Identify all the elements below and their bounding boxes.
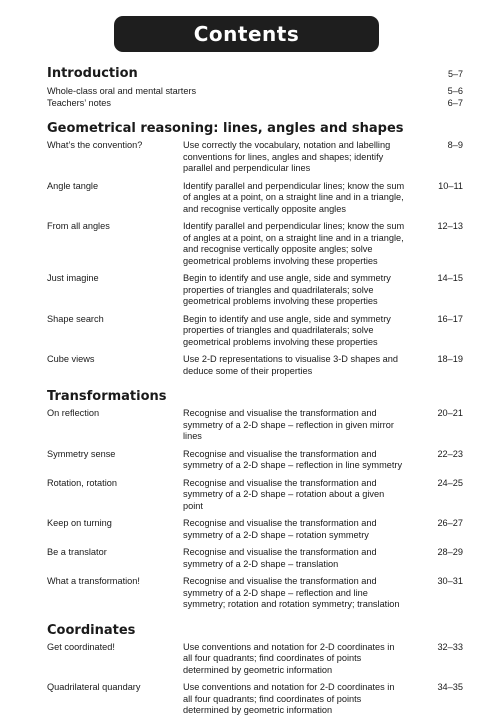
contents-row[interactable] xyxy=(47,221,463,267)
section-heading: Transformations xyxy=(47,389,167,404)
row-pages: 16–17 xyxy=(437,313,463,324)
contents-row[interactable] xyxy=(47,273,463,308)
contents-banner xyxy=(114,16,379,52)
contents-row[interactable] xyxy=(47,642,463,677)
contents-list xyxy=(47,64,463,717)
contents-section xyxy=(47,621,463,717)
row-title: Whole-class oral and mental starters xyxy=(47,86,197,96)
row-pages: 26–27 xyxy=(437,518,463,528)
row-description: Recognise and visualise the transformation and symmetry of a 2-D shape – translation xyxy=(183,547,377,569)
row-pages: 8–9 xyxy=(447,140,463,150)
row-description: Begin to identify and use angle, side and symmetry properties of triangles and quadrilaterals; solve geometrical problems involving these properties xyxy=(183,313,391,347)
contents-row[interactable] xyxy=(47,518,463,541)
row-pages: 14–15 xyxy=(437,273,463,283)
row-title: Shape search xyxy=(47,313,104,324)
row-description: Recognise and visualise the transformation and symmetry of a 2-D shape – reflection in given mirror lines xyxy=(183,408,394,441)
row-pages: 20–21 xyxy=(437,408,463,418)
row-title: On reflection xyxy=(47,408,100,418)
row-description: Identify parallel and perpendicular lines; know the sum of angles at a point, on a straight line and in a triangle, and recognise vertically opposite angles xyxy=(183,180,405,214)
contents-row[interactable] xyxy=(47,98,463,110)
row-title: Symmetry sense xyxy=(47,448,116,459)
row-title: Teachers’ notes xyxy=(47,97,112,108)
contents-row[interactable] xyxy=(47,86,463,98)
row-pages: 12–13 xyxy=(437,221,463,231)
row-description: Recognise and visualise the transformation and symmetry of a 2-D shape – reflection in line symmetry xyxy=(183,448,403,470)
contents-row[interactable] xyxy=(47,547,463,570)
row-title: Get coordinated! xyxy=(47,641,115,652)
row-description: Use conventions and notation for 2-D coordinates in all four quadrants; find coordinates of points determined by geometric information xyxy=(183,682,395,715)
row-description: Use conventions and notation for 2-D coordinates in all four quadrants; find coordinates of points determined by geometric information xyxy=(183,641,395,675)
contents-section xyxy=(47,64,463,109)
row-title: Quadrilateral quandary xyxy=(47,682,141,692)
row-title: From all angles xyxy=(47,221,110,231)
section-heading-row xyxy=(47,621,463,640)
contents-row[interactable] xyxy=(47,408,463,443)
contents-row[interactable] xyxy=(47,449,463,472)
row-pages: 24–25 xyxy=(437,477,463,488)
row-description: Begin to identify and use angle, side and symmetry properties of triangles and quadrilaterals; solve geometrical problems involving these properties xyxy=(183,273,391,306)
row-title: Rotation, rotation xyxy=(47,477,117,488)
contents-row[interactable] xyxy=(47,140,463,175)
row-description: Recognise and visualise the transformation and symmetry of a 2-D shape – rotation about a given point xyxy=(183,477,385,511)
row-pages: 30–31 xyxy=(437,576,463,586)
row-title: What a transformation! xyxy=(47,576,140,586)
row-pages: 28–29 xyxy=(437,547,463,557)
row-pages: 18–19 xyxy=(437,354,463,364)
page-title: Contents xyxy=(193,22,300,46)
row-title: Keep on turning xyxy=(47,518,112,528)
contents-section xyxy=(47,119,463,377)
contents-row[interactable] xyxy=(47,478,463,513)
row-title: What’s the convention? xyxy=(47,140,143,150)
section-heading: Geometrical reasoning: lines, angles and shapes xyxy=(47,121,404,136)
contents-row[interactable] xyxy=(47,354,463,377)
row-description: Recognise and visualise the transformation and symmetry of a 2-D shape – rotation symmetry xyxy=(183,518,377,540)
contents-row[interactable] xyxy=(47,314,463,349)
section-heading: Coordinates xyxy=(47,622,136,638)
section-heading-row xyxy=(47,119,463,138)
section-heading-row xyxy=(47,387,463,406)
row-description: Identify parallel and perpendicular lines; know the sum of angles at a point, on a straight line and in a triangle, and recognise vertically opposite angles; solve geometrical problems involving these properties xyxy=(183,221,405,266)
section-pages: 5–7 xyxy=(447,69,463,79)
row-pages: 22–23 xyxy=(437,448,463,459)
row-title: Be a translator xyxy=(47,547,107,557)
contents-row[interactable] xyxy=(47,181,463,216)
row-description: Recognise and visualise the transformation and symmetry of a 2-D shape – reflection and line symmetry; rotation and rotation symmetry; translation xyxy=(183,576,400,609)
section-heading: Introduction xyxy=(47,66,138,81)
row-description: Use 2-D representations to visualise 3-D shapes and deduce some of their properties xyxy=(183,354,398,376)
row-pages: 5–6 xyxy=(447,86,463,96)
row-pages: 32–33 xyxy=(437,641,463,652)
contents-row[interactable] xyxy=(47,682,463,717)
contents-row[interactable] xyxy=(47,576,463,611)
row-title: Cube views xyxy=(47,354,95,364)
row-pages: 10–11 xyxy=(438,180,463,191)
row-description: Use correctly the vocabulary, notation and labelling conventions for lines, angles and shapes; identify parallel and perpendicular lines xyxy=(183,140,391,173)
row-title: Just imagine xyxy=(47,273,99,283)
section-heading-row xyxy=(47,64,463,84)
contents-section xyxy=(47,387,463,611)
row-pages: 34–35 xyxy=(437,682,463,692)
row-pages: 6–7 xyxy=(447,97,463,108)
row-title: Angle tangle xyxy=(47,180,99,191)
